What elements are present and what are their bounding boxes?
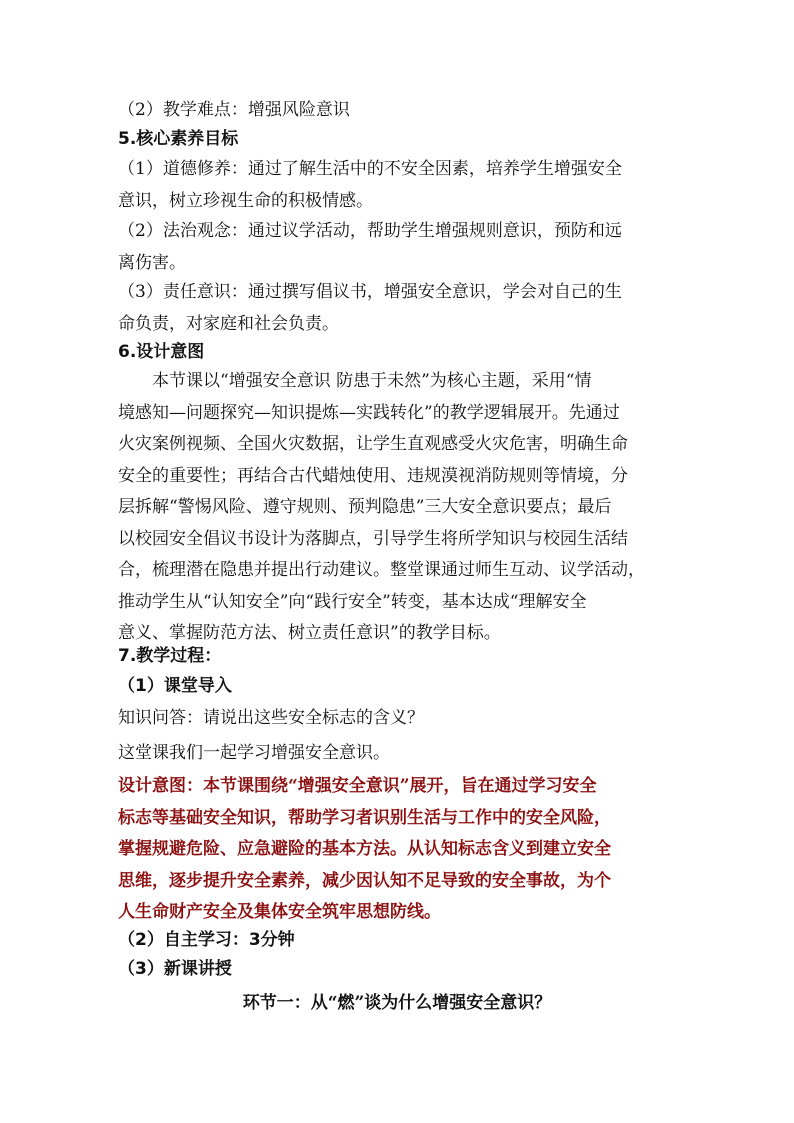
section-5-item-3-line-2: 命负责，对家庭和社会负责。	[118, 313, 339, 334]
section-5-item-1-line-1: （1）道德修养：通过了解生活中的不安全因素，培养学生增强安全	[118, 159, 622, 179]
design-intent-line: 设计意图：本节课围绕“增强安全意识”展开，旨在通过学习安全	[118, 776, 597, 796]
design-intent-line: 掌握规避危险、应急避险的基本方法。从认知标志含义到建立安全	[118, 839, 611, 859]
section-6-paragraph	[118, 366, 676, 650]
section-title: 环节一：从“燃”谈为什么增强安全意识？	[242, 993, 552, 1013]
design-intent-line: 人生命财产安全及集体安全筑牢思想防线。	[118, 902, 441, 922]
section-6-heading: 6.设计意图	[118, 342, 205, 362]
section-6-line: 推动学生从“认知安全”向“践行安全”转变，基本达成“理解安全	[118, 591, 587, 612]
design-intent-line: 思维，逐步提升安全素养，减少因认知不足导致的安全事故，为个	[118, 870, 611, 891]
step-1-heading: （1）课堂导入	[118, 676, 232, 696]
design-intent-paragraph	[118, 771, 676, 929]
section-6-line: 安全的重要性；再结合古代蜡烛使用、违规漠视消防规则等情境，分	[118, 465, 628, 486]
section-6-line: 火灾案例视频、全国火灾数据，让学生直观感受火灾危害，明确生命	[118, 434, 628, 454]
step-3-heading: （3）新课讲授	[118, 959, 232, 979]
teaching-difficulty: （2）教学难点：增强风险意识	[118, 100, 350, 120]
section-6-line: 本节课以“增强安全意识 防患于未然”为核心主题，采用“情	[152, 371, 592, 391]
section-5-item-2-line-2: 离伤害。	[118, 252, 186, 273]
lesson-intro: 这堂课我们一起学习增强安全意识。	[118, 743, 390, 763]
section-7-heading: 7.教学过程：	[118, 646, 222, 666]
section-5-item-2-line-1: （2）法治观念：通过议学活动，帮助学生增强规则意识，预防和远	[118, 221, 622, 241]
section-6-line: 意义、掌握防范方法、树立责任意识”的教学目标。	[118, 623, 501, 643]
section-5-heading: 5.核心素养目标	[118, 129, 239, 149]
section-6-line: 境感知—问题探究—知识提炼—实践转化”的教学逻辑展开。先通过	[118, 402, 620, 423]
section-5-item-2	[118, 216, 676, 279]
section-5-item-3-line-1: （3）责任意识：通过撰写倡议书，增强安全意识，学会对自己的生	[118, 282, 622, 302]
section-6-line: 以校园安全倡议书设计为落脚点，引导学生将所学知识与校园生活结	[118, 528, 628, 549]
step-2-heading: （2）自主学习：3分钟	[118, 930, 295, 950]
knowledge-qa: 知识问答：请说出这些安全标志的含义？	[118, 708, 424, 728]
section-5-item-1	[118, 154, 676, 217]
section-5-item-3	[118, 277, 676, 340]
design-intent-line: 标志等基础安全知识，帮助学习者识别生活与工作中的安全风险，	[118, 807, 611, 828]
section-6-line: 层拆解“警惕风险、遵守规则、预判隐患”三大安全意识要点；最后	[118, 497, 612, 517]
section-6-line: 合，梳理潜在隐患并提出行动建议。整堂课通过师生互动、议学活动，	[118, 560, 645, 580]
section-5-item-1-line-2: 意识，树立珍视生命的积极情感。	[118, 190, 373, 211]
